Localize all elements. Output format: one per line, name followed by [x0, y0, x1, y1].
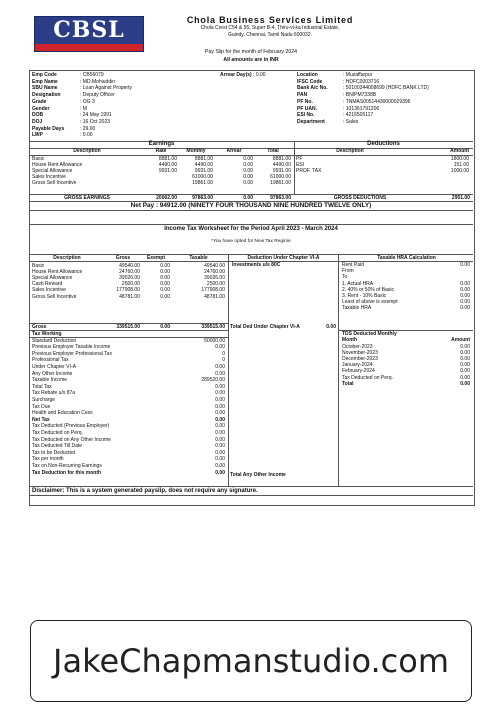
hra-label: 3. Rent - 10% Basic [342, 293, 387, 299]
tds-month: November-2023 [342, 349, 378, 356]
gross-deductions-total: 2951.00 [451, 194, 470, 201]
employee-field-label: PAN [297, 92, 308, 99]
employee-field-value: : OG 3 [80, 98, 95, 105]
earnings-cell: 4490.00 [272, 161, 291, 168]
employee-field-value: : HDFC0003716 [343, 78, 380, 85]
income-cell: 48781.00 [204, 293, 225, 300]
tax-working-value: 0.00 [215, 429, 225, 436]
employee-field-value: : 50100344008699 (HDFC BANK LTD) [343, 85, 429, 92]
gross-deductions-label: GROSS DEDUCTIONS [333, 194, 387, 201]
employee-field-value: : BNIPM7338B [343, 92, 377, 99]
employee-field-label: DOJ [32, 118, 43, 125]
total-other-income: Total Any Other Income [230, 472, 286, 478]
income-cell: 177908.00 [201, 287, 225, 294]
income-header: Gross [115, 255, 131, 261]
earnings-cell: 8881.00 [272, 155, 291, 162]
gross-earnings-rate: 20002.00 [156, 194, 177, 201]
tax-working-value: 0.00 [215, 416, 225, 423]
employee-field [297, 119, 358, 125]
tax-working-label: Under Chapter VI-A [32, 363, 76, 370]
watermark-banner: JakeChapmanstudio.com [30, 620, 472, 702]
tds-month: Total [342, 380, 354, 387]
logo-text: CBSL [53, 17, 125, 43]
earnings-cell: 61000.00 [270, 174, 291, 181]
earnings-cell: 4490.00 [194, 161, 213, 168]
employee-field-value: : Loan Against Property [80, 85, 132, 92]
tax-working-value: 0.00 [215, 396, 225, 403]
income-cell: 0.00 [160, 268, 170, 275]
income-cell: 0.00 [160, 274, 170, 281]
tax-working-label: Health and Education Cess [32, 410, 93, 417]
earnings-cell: 9931.00 [272, 167, 291, 174]
tds-month: December-2023 [342, 355, 378, 362]
hra-label: Taxable HRA [342, 305, 372, 312]
earnings-cell: 9931.00 [158, 167, 177, 174]
hra-label: Least of above is exempt [342, 299, 398, 306]
earnings-cell: Sales Incentive [32, 174, 66, 181]
investments-80c: Investments u/s 80C [232, 262, 281, 268]
employee-field-value: : 101361791206 [343, 105, 380, 112]
earnings-cell: Special Allowance [32, 167, 73, 174]
tax-working-value: 0 [222, 357, 225, 364]
income-cell: 0.00 [160, 293, 170, 300]
company-header [150, 15, 390, 38]
worksheet-title: Income Tax Worksheet for the Period April 2023 - March 2024 [164, 226, 338, 232]
hra-value: 0.00 [460, 299, 470, 306]
employee-field [32, 119, 110, 125]
employee-field-label: PF No. [297, 98, 313, 105]
earnings-cell: 9931.00 [194, 167, 213, 174]
deductions-cell: 1000.00 [450, 167, 469, 174]
hra-value: 0.00 [460, 286, 470, 293]
tds-month: Tax Deducted on Perq. [342, 374, 393, 381]
income-cell: House Rent Allowance [32, 268, 83, 275]
tax-working-value: 0.00 [215, 370, 225, 377]
tax-working-label: Previous Employer Taxable Income [32, 344, 111, 351]
deductions-cell: 1800.00 [450, 155, 469, 162]
hra-label: Rent Paid [342, 262, 364, 268]
tax-working-value: 0.00 [215, 383, 225, 390]
earnings-cell: Basic [32, 155, 45, 162]
tax-working-value: 0.00 [215, 410, 225, 417]
employee-field-value: : 24 May 1991 [80, 112, 112, 119]
employee-field-value: : TNMAS00514430000029396 [343, 98, 411, 105]
deductions-header: Description [336, 148, 364, 154]
tax-working-value: 0.00 [215, 344, 225, 351]
employee-field [297, 112, 373, 118]
tax-working-label: Net Tax [32, 416, 50, 423]
income-cell: 0.00 [160, 262, 170, 269]
deductions-cell: ESI [296, 161, 305, 168]
employee-field-label: Payable Days [32, 125, 65, 132]
employee-field-label: Bank A/c No. [297, 85, 328, 92]
tax-working-label: Tax Deducted (Previous Employer) [32, 423, 110, 430]
earnings-cell: 0.00 [243, 155, 253, 162]
tax-working-value: 0.00 [215, 403, 225, 410]
income-taxable-value: 339515.00 [201, 323, 225, 330]
deductions-cell: 151.00 [453, 161, 469, 168]
employee-field [297, 99, 410, 105]
earnings-header: Rate [155, 148, 167, 154]
company-name: Chola Business Services Limited [186, 15, 354, 25]
tax-working-value: 50000.00 [204, 337, 225, 344]
chapter-via-total-label: Total Ded Under Chapter VI-A [230, 323, 300, 330]
employee-field-value: : Deputy Officer [80, 92, 115, 99]
income-cell: 39026.00 [119, 274, 140, 281]
employee-field-value: : 29.00 [80, 125, 96, 132]
employee-field [297, 72, 372, 78]
income-cell: Basic [32, 262, 45, 269]
tax-working-value: 0.00 [215, 363, 225, 370]
tax-working-label: Taxable Income [32, 377, 68, 384]
income-cell: 49540.00 [119, 262, 140, 269]
earnings-cell: 61000.00 [192, 174, 213, 181]
income-gross-label: Gross [32, 323, 47, 330]
employee-field-label: Designation [32, 92, 61, 99]
tds-amount: 0.00 [460, 355, 470, 362]
tax-working-label: Previous Employer Professional Tax [32, 350, 112, 357]
arrear-days-label: Arrear Day(s) [220, 72, 252, 78]
employee-field-label: Emp Code [32, 72, 57, 78]
deductions-title: Deductions [367, 141, 400, 147]
tax-working-label: Any Other Income [32, 370, 73, 377]
employee-field-label: Gender [32, 105, 50, 112]
employee-field-value: : MD.Mohiuddin [80, 78, 116, 85]
tax-working-value: 0.00 [215, 456, 225, 463]
employee-field-value: : Sales [343, 118, 359, 125]
tax-working-label: Standard Deduction [32, 337, 77, 344]
income-cell: 39026.00 [204, 274, 225, 281]
employee-field-label: Department [297, 118, 325, 125]
tax-working-title: Tax Working [32, 330, 62, 337]
tds-amount: 0.00 [460, 368, 470, 375]
tax-working-label: Tax to be Deducted [32, 449, 76, 456]
earnings-cell: Gross Sell Incentive [32, 180, 77, 187]
tds-month: February-2024 [342, 368, 375, 375]
tax-regime-note: *You have opted for New Tax Regime [211, 239, 291, 244]
hra-value: 0.00 [460, 305, 470, 312]
tds-amount: 0.00 [460, 380, 470, 387]
gross-earnings-arrear: 0.00 [243, 194, 253, 201]
earnings-title: Earnings [148, 141, 175, 147]
employee-field [32, 99, 95, 105]
tax-working-label: Professional Tax [32, 357, 69, 364]
gross-earnings-monthly: 97863.00 [192, 194, 213, 201]
earnings-cell: 4490.00 [158, 161, 177, 168]
earnings-cell: 0.00 [243, 174, 253, 181]
tax-working-value: 0.00 [215, 449, 225, 456]
hra-value: 0.00 [460, 280, 470, 287]
employee-field-label: LWP [32, 132, 43, 139]
tds-amount-header: Amount [451, 337, 470, 343]
gross-earnings-total: 97863.00 [270, 194, 291, 201]
disclaimer: Disclaimer: This is a system generated payslip, does not require any signature. [32, 488, 258, 494]
employee-field-label: DOB [32, 112, 44, 119]
tax-working-label: Tax Deducted Till Date [32, 443, 83, 450]
tax-working-label: Tax Rebate u/s 87a [32, 390, 76, 397]
income-cell: Gross Sell Incentive [32, 293, 77, 300]
payslip-title-block [30, 48, 472, 64]
earnings-header: Total [267, 148, 279, 154]
tds-amount: 0.00 [460, 343, 470, 350]
hra-label: From [342, 268, 354, 275]
employee-field-label: Location [297, 72, 318, 78]
tax-working-label: Tax Deduction for this month [32, 469, 102, 476]
income-header: Exempt [146, 255, 166, 261]
earnings-cell: 0.00 [243, 180, 253, 187]
income-cell: 49540.00 [204, 262, 225, 269]
hra-label: 2. 40% or 50% of Basic [342, 286, 394, 293]
earnings-cell: 19861.00 [270, 180, 291, 187]
company-address-line2: Guindy, Chennai, Tamil Nadu 600032. [227, 31, 313, 38]
employee-field [32, 112, 112, 118]
tax-working-label: Total Tax [32, 383, 52, 390]
tds-amount: 0.00 [460, 362, 470, 369]
arrear-days-value: : 0.00 [253, 72, 266, 78]
tax-working-value: 0 [222, 350, 225, 357]
gross-earnings-label: GROSS EARNINGS [64, 194, 110, 201]
employee-field-value: : M [80, 105, 87, 112]
tax-working-label: Tax Due [32, 403, 51, 410]
employee-field [32, 126, 95, 132]
hra-value: 0.00 [460, 262, 470, 268]
income-cell: Cash Reward [32, 281, 63, 288]
earnings-header: Arrear [226, 148, 242, 154]
income-cell: 24760.00 [119, 268, 140, 275]
employee-field-label: Grade [32, 98, 47, 105]
employee-field-value: : CB56079 [80, 72, 104, 78]
income-exempt-value: 0.00 [160, 323, 170, 330]
employee-field-label: SBU Name [32, 85, 58, 92]
tax-working-label: Tax Deducted on Any Other Income [32, 436, 111, 443]
tds-amount: 0.00 [460, 349, 470, 356]
hra-title: Taxable HRA Calculation [377, 255, 436, 261]
income-cell: 2500.00 [121, 281, 140, 288]
hra-label: To [342, 274, 348, 281]
income-cell: Special Allowance [32, 274, 73, 281]
tax-working-value: 0.00 [215, 436, 225, 443]
deductions-cell: PROF. TAX [296, 167, 322, 174]
tax-working-value: 0.00 [215, 423, 225, 430]
net-pay: Net Pay : 94912.00 (NINETY FOUR THOUSAND NINE HUNDRED TWELVE ONLY) [130, 201, 372, 209]
employee-field [297, 79, 379, 85]
income-header: Taxable [189, 255, 208, 261]
earnings-cell: 8881.00 [158, 155, 177, 162]
earnings-header: Description [73, 148, 101, 154]
earnings-cell: 19861.00 [192, 180, 213, 187]
employee-field-value: : Muzaffarpur [343, 72, 373, 78]
earnings-cell: 0.00 [243, 167, 253, 174]
company-address-line1: Chola Crest C54 & 55, Super B-4, Thiru-vi-ka Industrial Estate, [200, 25, 340, 31]
arrear-days [220, 72, 266, 78]
employee-info [32, 72, 472, 142]
income-cell: 0.00 [160, 287, 170, 294]
tax-working-label: Tax on Non-Recurring Earnings [32, 462, 102, 469]
income-header: Description [53, 255, 81, 261]
employee-field [32, 106, 87, 112]
tax-working-value: 0.00 [215, 469, 225, 476]
earnings-header: Monthly [186, 148, 206, 154]
chapter-via-total-value: 0.00 [326, 323, 336, 330]
income-cell: 2500.00 [206, 281, 225, 288]
tds-month: October-2023 [342, 343, 373, 350]
employee-field [32, 132, 93, 138]
employee-field [297, 92, 376, 98]
income-cell: 48781.00 [119, 293, 140, 300]
earnings-cell: 8881.00 [194, 155, 213, 162]
tax-working-value: 289520.00 [201, 377, 225, 384]
employee-field [297, 85, 429, 91]
tds-title: TDS Deducted Monthly [342, 330, 397, 337]
deductions-cell: PF [296, 155, 303, 162]
payslip-title: Pay Slip for the month of February 2024 [205, 49, 297, 55]
tax-working-label: Tax per month [32, 456, 64, 463]
hra-value: 0.00 [460, 293, 470, 299]
employee-field [297, 106, 379, 112]
tds-amount: 0.00 [460, 374, 470, 381]
income-cell: 0.00 [160, 281, 170, 288]
employee-field-label: PF UAN. [297, 105, 317, 112]
employee-field-label: ESI No. [297, 112, 315, 119]
employee-field-label: Emp Name [32, 78, 58, 85]
tax-working-value: 0.00 [215, 462, 225, 469]
employee-field [32, 72, 104, 78]
earnings-cell: House Rent Allowance [32, 161, 83, 168]
tax-working-value: 0.00 [215, 390, 225, 397]
income-gross-value: 339515.00 [116, 323, 140, 330]
income-cell: Sales Incentive [32, 287, 66, 294]
payslip-subtitle: All amounts are in INR [223, 57, 279, 63]
tds-month-header: Month [342, 337, 357, 343]
employee-field-value: : 16 Oct 2023 [80, 118, 111, 125]
income-cell: 177908.00 [116, 287, 140, 294]
employee-field [32, 85, 132, 91]
tax-working-label: Tax Deducted on Perq. [32, 429, 83, 436]
deductions-header: Amount [450, 148, 469, 154]
tds-month: January-2024 [342, 362, 373, 369]
company-logo [34, 16, 144, 52]
tax-working-label: Surcharge [32, 396, 56, 403]
tax-working-value: 0.00 [215, 443, 225, 450]
earnings-cell: 0.00 [243, 161, 253, 168]
chapter-via-title: Deduction Under Chapter VI-A [247, 255, 320, 261]
income-cell: 24760.00 [204, 268, 225, 275]
hra-label: 1. Actual HRA [342, 280, 374, 287]
employee-field-value: : 4216505117 [343, 112, 374, 119]
employee-field-value: : 0.00 [80, 132, 93, 139]
employee-field-label: IFSC Code [297, 78, 323, 85]
employee-field [32, 92, 115, 98]
employee-field [32, 79, 115, 85]
